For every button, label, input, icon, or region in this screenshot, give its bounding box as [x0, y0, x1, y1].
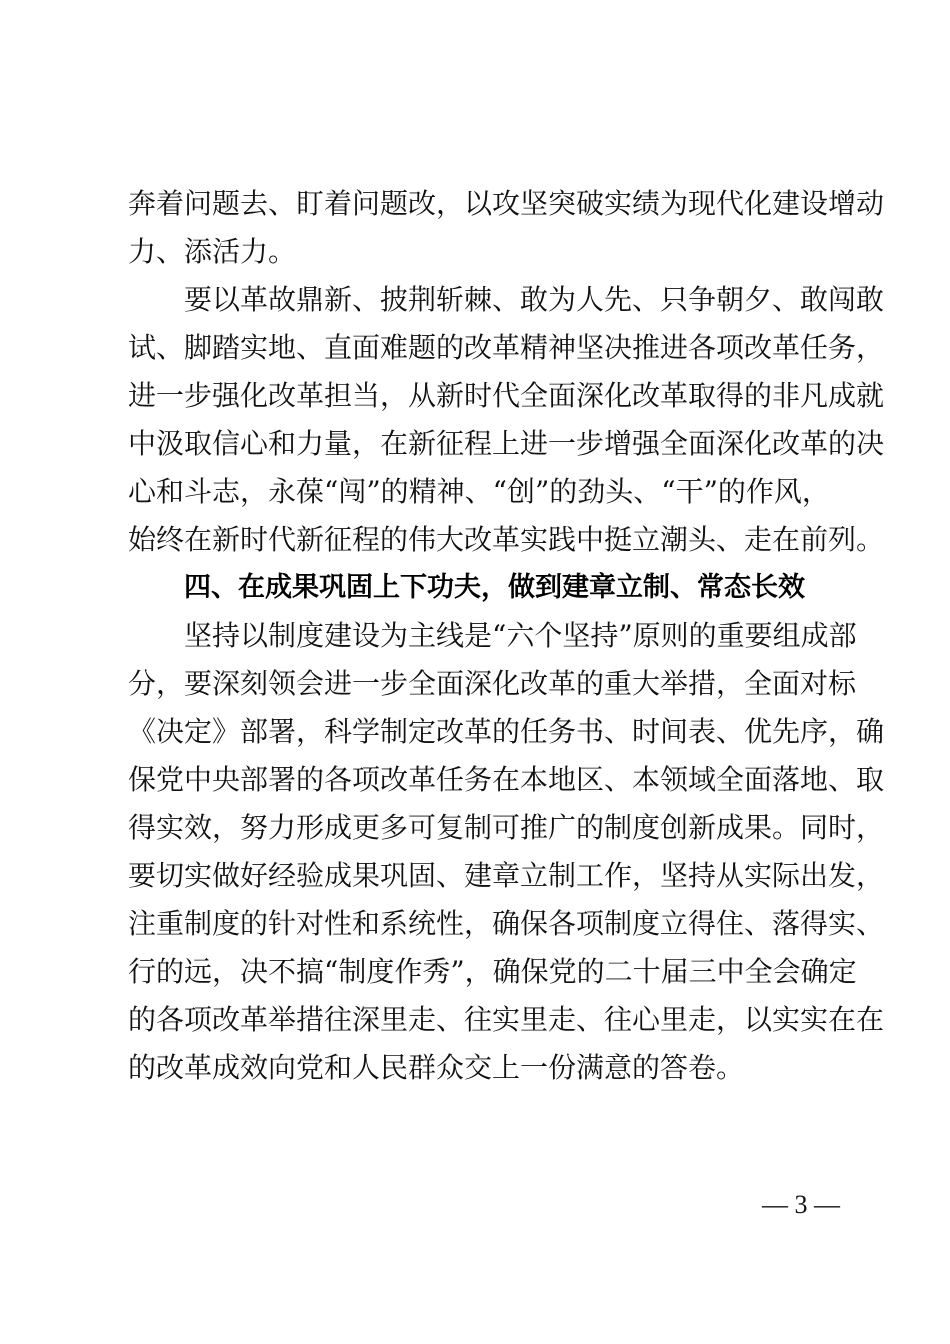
paragraph-1-line-1: 奔着问题去、盯着问题改，以攻坚突破实绩为现代化建设增动 [128, 187, 885, 220]
paragraph-3-line-10: 的改革成效向党和人民群众交上一份满意的答卷。 [128, 1051, 745, 1084]
paragraph-2-line-5: 心和斗志，永葆“闯”的精神、“创”的劲头、“干”的作风， [128, 475, 830, 508]
paragraph-2-line-4: 中汲取信心和力量，在新征程上进一步增强全面深化改革的决 [128, 427, 885, 460]
paragraph-3-line-1: 坚持以制度建设为主线是“六个坚持”原则的重要组成部 [184, 619, 857, 652]
paragraph-2-line-2: 试、脚踏实地、直面难题的改革精神坚决推进各项改革任务， [128, 331, 885, 364]
paragraph-3-line-7: 注重制度的针对性和系统性，确保各项制度立得住、落得实、 [128, 907, 885, 940]
paragraph-3-line-8: 行的远，决不搞“制度作秀”，确保党的二十届三中全会确定 [128, 955, 857, 988]
section-heading: 四、在成果巩固上下功夫，做到建章立制、常态长效 [184, 572, 805, 603]
paragraph-3-line-2: 分，要深刻领会进一步全面深化改革的重大举措，全面对标 [128, 667, 857, 700]
paragraph-3-line-6: 要切实做好经验成果巩固、建章立制工作，坚持从实际出发， [128, 859, 885, 892]
paragraph-3-line-9: 的各项改革举措往深里走、往实里走、往心里走，以实实在在 [128, 1003, 885, 1036]
paragraph-2-line-3: 进一步强化改革担当，从新时代全面深化改革取得的非凡成就 [128, 379, 885, 412]
paragraph-1-line-2: 力、添活力。 [128, 235, 297, 268]
paragraph-2-line-1: 要以革故鼎新、披荆斩棘、敢为人先、只争朝夕、敢闯敢 [184, 283, 885, 316]
paragraph-3-line-5: 得实效，努力形成更多可复制可推广的制度创新成果。同时， [128, 811, 885, 844]
page-number: — 3 — [762, 1190, 840, 1219]
paragraph-3-line-4: 保党中央部署的各项改革任务在本地区、本领域全面落地、取 [128, 763, 885, 796]
paragraph-3-line-3: 《决定》部署，科学制定改革的任务书、时间表、优先序，确 [128, 715, 885, 748]
paragraph-2-line-6: 始终在新时代新征程的伟大改革实践中挺立潮头、走在前列。 [128, 523, 885, 556]
